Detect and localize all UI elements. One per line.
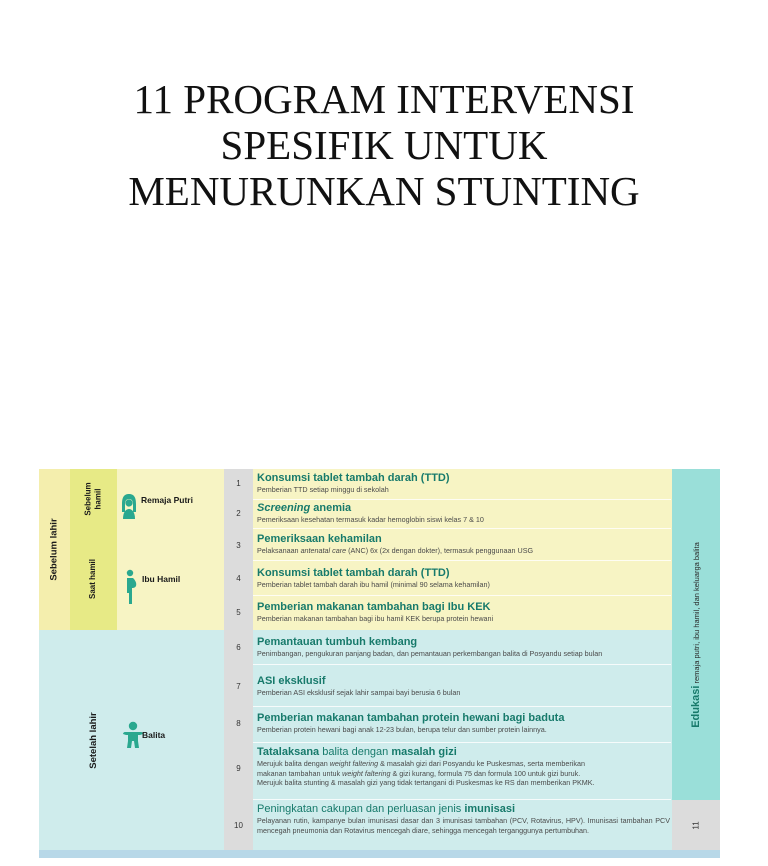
page-title bbox=[60, 76, 708, 214]
group-ibu-hamil bbox=[123, 569, 180, 605]
row-separator bbox=[253, 499, 671, 500]
item-description: Pemberian protein hewani bagi anak 12-23 bulan, berupa telur dan sumber protein lainnya. bbox=[257, 725, 547, 734]
row-separator bbox=[253, 560, 671, 561]
phase-before-label: Sebelum lahir bbox=[49, 518, 60, 581]
group-label-ibu-hamil: Ibu Hamil bbox=[142, 574, 181, 584]
subphase-pregnant-label: Saat hamil bbox=[88, 558, 98, 600]
group-balita bbox=[122, 721, 165, 749]
bottom-strip bbox=[39, 850, 720, 858]
phase-after-label: Setelah lahir bbox=[88, 711, 99, 769]
row-separator bbox=[253, 528, 671, 529]
item-description: Pemberian makanan tambahan bagi ibu hamil KEK berupa protein hewani bbox=[257, 614, 494, 623]
intervention-item-6 bbox=[257, 636, 670, 659]
item-title: Peningkatan cakupan dan perluasan jenis imunisasi bbox=[257, 803, 516, 815]
row-separator bbox=[253, 742, 671, 743]
item-title: Konsumsi tablet tambah darah (TTD) bbox=[257, 567, 450, 579]
title-line-2: SPESIFIK UNTUK bbox=[220, 122, 548, 168]
row-separator bbox=[253, 595, 671, 596]
item-number: 1 bbox=[236, 479, 241, 488]
subphase-prepregnancy-label: Sebelum hamil bbox=[83, 481, 103, 516]
phase-before-cell bbox=[39, 469, 70, 630]
item-number: 3 bbox=[236, 541, 241, 550]
item-number: 7 bbox=[236, 682, 241, 691]
item-title: Pemberian makanan tambahan protein hewani bagi baduta bbox=[257, 712, 565, 724]
row-separator bbox=[253, 706, 671, 707]
item-number: 2 bbox=[236, 509, 241, 518]
title-line-1: 11 PROGRAM INTERVENSI bbox=[133, 76, 635, 122]
intervention-item-5 bbox=[257, 601, 670, 624]
item-title: ASI eksklusif bbox=[257, 675, 326, 687]
intervention-infographic bbox=[39, 469, 720, 858]
intervention-item-4 bbox=[257, 567, 670, 590]
item-description: Penimbangan, pengukuran panjang badan, dan pemantauan perkembangan balita di Posyandu setiap bulan bbox=[257, 649, 603, 658]
pregnant-woman-icon bbox=[123, 569, 139, 605]
item-description: Pelayanan rutin, kampanye bulan imunisasi dasar dan 3 imunisasi tambahan (PCV, Rotavirus, HPV). Imunisasi tambahan PCV mencegah pneumonia dan Rotavirus mencegah diare, sehingga mencegah terganggunya pertumbuhan. bbox=[257, 816, 670, 835]
subphase-prepregnancy-cell bbox=[70, 469, 117, 528]
intervention-item-10 bbox=[257, 803, 670, 835]
item-description: Pemberian ASI eksklusif sejak lahir sampai bayi berusia 6 bulan bbox=[257, 688, 461, 697]
education-label: Edukasi remaja putri, ibu hamil, dan keluarga balita bbox=[690, 541, 703, 728]
item-title: Screening anemia bbox=[257, 502, 352, 514]
item-title: Pemberian makanan tambahan bagi Ibu KEK bbox=[257, 601, 491, 613]
item-description: Pelaksanaan antenatal care (ANC) 6x (2x dengan dokter), termasuk penggunaan USG bbox=[257, 546, 534, 555]
title-line-3: MENURUNKAN STUNTING bbox=[128, 168, 640, 214]
item-description: Merujuk balita dengan weight faltering & masalah gizi dari Posyandu ke Puskesmas, serta memberikan makanan tambahan untuk weight faltering & gizi kurang, formula 75 dan formula 100 untuk gizi buruk. Merujuk balita stunting & masalah gizi yang tidak tertangani di Puskesmas ke RS dan memberikan PKMK. bbox=[257, 759, 595, 787]
item-description: Pemberian TTD setiap minggu di sekolah bbox=[257, 485, 389, 494]
intervention-item-9 bbox=[257, 746, 670, 788]
intervention-item-2 bbox=[257, 502, 670, 525]
item-number-11: 11 bbox=[691, 820, 701, 830]
number-column bbox=[224, 469, 253, 850]
item-title: Tatalaksana balita dengan masalah gizi bbox=[257, 746, 457, 758]
education-column bbox=[672, 469, 720, 800]
item-title: Konsumsi tablet tambah darah (TTD) bbox=[257, 472, 450, 484]
item-number: 6 bbox=[236, 643, 241, 652]
girl-icon bbox=[120, 492, 138, 520]
education-number-cell bbox=[672, 800, 720, 850]
item-number: 10 bbox=[234, 821, 243, 830]
intervention-item-7 bbox=[257, 675, 670, 698]
subphase-after-cell bbox=[70, 630, 117, 850]
item-number: 9 bbox=[236, 764, 241, 773]
intervention-item-1 bbox=[257, 472, 670, 495]
item-description: Pemberian tablet tambah darah ibu hamil (minimal 90 selama kehamilan) bbox=[257, 580, 490, 589]
subphase-pregnant-cell bbox=[70, 528, 117, 630]
row-separator bbox=[253, 664, 671, 665]
item-title: Pemeriksaan kehamilan bbox=[257, 533, 382, 545]
intervention-item-8 bbox=[257, 712, 670, 735]
row-separator bbox=[253, 799, 671, 800]
group-label-remaja: Remaja Putri bbox=[141, 495, 193, 505]
item-description: Pemeriksaan kesehatan termasuk kadar hemoglobin siswi kelas 7 & 10 bbox=[257, 515, 484, 524]
item-number: 4 bbox=[236, 574, 241, 583]
item-number: 8 bbox=[236, 719, 241, 728]
group-label-balita: Balita bbox=[142, 730, 166, 740]
group-remaja-putri bbox=[120, 492, 193, 520]
item-number: 5 bbox=[236, 608, 241, 617]
baby-icon bbox=[122, 721, 144, 749]
item-title: Pemantauan tumbuh kembang bbox=[257, 636, 418, 648]
intervention-item-3 bbox=[257, 533, 670, 556]
phase-after-cell bbox=[39, 630, 70, 850]
